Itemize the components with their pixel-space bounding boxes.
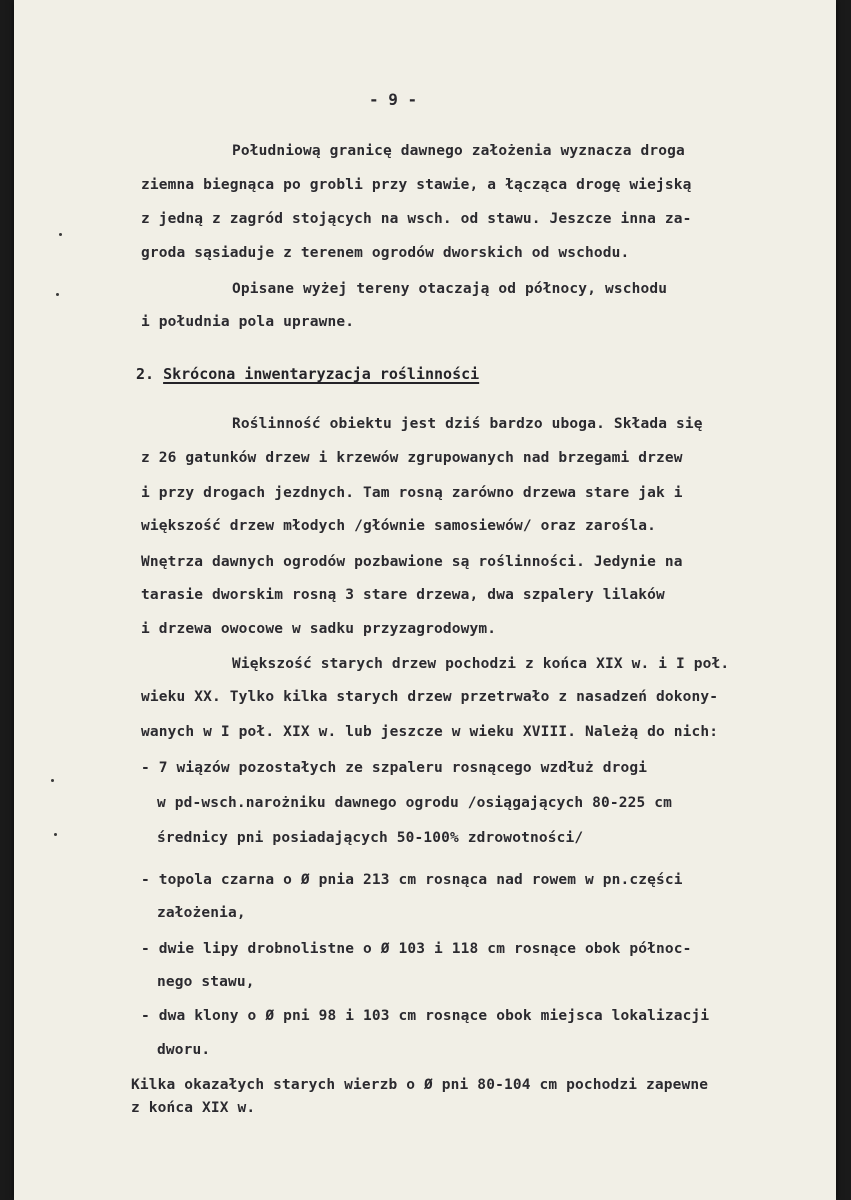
text-line: groda sąsiaduje z terenem ogrodów dworskich od wschodu. [141,245,630,261]
list-item: - dwie lipy drobnolistne o Ø 103 i 118 cm rosnące obok północ- [141,941,692,957]
list-item-continuation: średnicy pni posiadających 50-100% zdrowotności/ [157,830,584,846]
text-line: Kilka okazałych starych wierzb o Ø pni 80-104 cm pochodzi zapewne [131,1077,709,1093]
text-line: z 26 gatunków drzew i krzewów zgrupowanych nad brzegami drzew [141,450,683,466]
text-line: Południową granicę dawnego założenia wyznacza droga [232,143,685,159]
scan-speck [59,233,62,236]
text-line: z końca XIX w. [131,1100,256,1116]
list-item-continuation: w pd-wsch.narożniku dawnego ogrodu /osiągających 80-225 cm [157,795,673,811]
scan-speck [56,293,59,296]
text-line: większość drzew młodych /głównie samosiewów/ oraz zarośla. [141,518,657,534]
text-line: i przy drogach jezdnych. Tam rosną zarówno drzewa stare jak i [141,485,683,501]
text-line: Roślinność obiektu jest dziś bardzo uboga. Składa się [232,416,703,432]
list-item: - 7 wiązów pozostałych ze szpaleru rosnącego wzdłuż drogi [141,760,648,776]
list-item-continuation: dworu. [157,1042,211,1058]
scan-speck [54,833,57,836]
text-line: ziemna biegnąca po grobli przy stawie, a łącząca drogę wiejską [141,177,692,193]
text-line: Wnętrza dawnych ogrodów pozbawione są roślinności. Jedynie na [141,554,683,570]
text-line: Większość starych drzew pochodzi z końca XIX w. i I poł. [232,656,730,672]
page-number: - 9 - [369,90,418,109]
list-item: - topola czarna o Ø pnia 213 cm rosnąca nad rowem w pn.części [141,872,683,888]
section-title: Skrócona inwentaryzacja roślinności [163,365,480,383]
scan-speck [51,779,54,782]
document-page [14,0,836,1200]
text-line: i południa pola uprawne. [141,314,355,330]
section-heading [136,365,479,383]
section-number: 2. [136,365,155,383]
list-item-continuation: nego stawu, [157,974,255,990]
text-line: wieku XX. Tylko kilka starych drzew przetrwało z nasadzeń dokony- [141,689,719,705]
text-line: Opisane wyżej tereny otaczają od północy, wschodu [232,281,668,297]
list-item-continuation: założenia, [157,905,246,921]
text-line: i drzewa owocowe w sadku przyzagrodowym. [141,621,497,637]
list-item: - dwa klony o Ø pni 98 i 103 cm rosnące obok miejsca lokalizacji [141,1008,710,1024]
text-line: tarasie dworskim rosną 3 stare drzewa, dwa szpalery lilaków [141,587,665,603]
text-line: wanych w I poł. XIX w. lub jeszcze w wieku XVIII. Należą do nich: [141,724,719,740]
text-line: z jedną z zagród stojących na wsch. od stawu. Jeszcze inna za- [141,211,692,227]
